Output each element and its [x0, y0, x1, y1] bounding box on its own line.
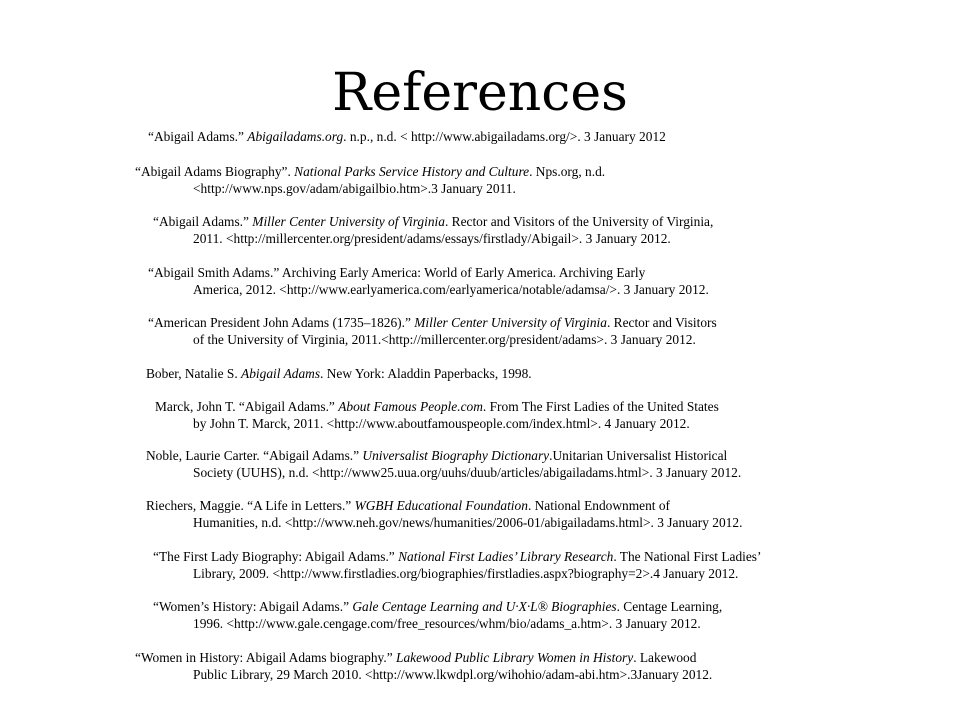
- reference-text: “Women in History: Abigail Adams biography.”: [135, 650, 396, 665]
- reference-entry: [146, 497, 742, 531]
- reference-source-title: Lakewood Public Library Women in History: [396, 650, 634, 665]
- reference-text: “Abigail Adams Biography”.: [135, 164, 295, 179]
- reference-source-title: Gale Centage Learning and U·X·L® Biographies: [352, 599, 617, 614]
- reference-text: . Centage Learning,: [616, 599, 723, 614]
- reference-text: “Abigail Adams.”: [153, 214, 253, 229]
- reference-text: .Unitarian Universalist Historical: [549, 448, 728, 463]
- reference-text: . National Endownment of: [527, 498, 670, 513]
- reference-line-1: [146, 447, 741, 464]
- reference-text: “Women’s History: Abigail Adams.”: [153, 599, 353, 614]
- page-title: References: [332, 63, 628, 123]
- reference-source-title: Universalist Biography Dictionary: [362, 448, 550, 463]
- reference-line-1: “Abigail Smith Adams.” Archiving Early America: World of Early America. Archiving Early: [148, 265, 646, 280]
- reference-line-1: [153, 598, 722, 615]
- reference-entry: [148, 264, 709, 298]
- reference-source-title: Miller Center University of Virginia: [252, 214, 445, 229]
- reference-line-2: <http://www.nps.gov/adam/abigailbio.htm>.3 January 2011.: [193, 181, 516, 196]
- reference-text: . Nps.org, n.d.: [529, 164, 606, 179]
- reference-text: . Rector and Visitors of the University of Virginia,: [444, 214, 714, 229]
- reference-text: . Rector and Visitors: [606, 315, 717, 330]
- reference-line-1: [135, 163, 605, 180]
- reference-text: . The National First Ladies’: [613, 549, 762, 564]
- reference-text: . New York: Aladdin Paperbacks, 1998.: [320, 366, 532, 381]
- reference-source-title: About Famous People.com: [338, 399, 483, 414]
- reference-entry: [155, 398, 719, 432]
- reference-entry: [153, 598, 722, 632]
- reference-line-1: [148, 314, 717, 331]
- reference-source-title: National First Ladies’ Library Research: [398, 549, 614, 564]
- reference-line-2: Humanities, n.d. <http://www.neh.gov/news/humanities/2006-01/abigailadams.html>. 3 January 2012.: [193, 515, 743, 530]
- reference-line-2: Society (UUHS), n.d. <http://www25.uua.org/uuhs/duub/articles/abigailadams.html>. 3 January 2012.: [193, 465, 742, 480]
- reference-line-1: [148, 128, 666, 145]
- reference-line-1: [155, 398, 719, 415]
- reference-entry: [146, 365, 532, 382]
- reference-entry: [148, 314, 717, 348]
- reference-text: “Abigail Adams.”: [148, 129, 248, 144]
- reference-entry: [153, 213, 713, 247]
- reference-source-title: WGBH Educational Foundation: [354, 498, 528, 513]
- reference-line-1: [135, 649, 712, 666]
- reference-line-1: [146, 497, 742, 514]
- reference-source-title: Abigailadams.org: [247, 129, 344, 144]
- reference-text: Noble, Laurie Carter. “Abigail Adams.”: [146, 448, 363, 463]
- reference-entry: [148, 128, 666, 145]
- reference-line-2: by John T. Marck, 2011. <http://www.aboutfamouspeople.com/index.html>. 4 January 2012.: [193, 416, 690, 431]
- reference-line-2: 1996. <http://www.gale.cengage.com/free_resources/whm/bio/adams_a.htm>. 3 January 2012.: [193, 616, 701, 631]
- reference-line-2: America, 2012. <http://www.earlyamerica.com/earlyamerica/notable/adamsa/>. 3 January 2012.: [193, 282, 709, 297]
- reference-text: “American President John Adams (1735–1826).”: [148, 315, 415, 330]
- reference-text: . From The First Ladies of the United States: [482, 399, 719, 414]
- reference-source-title: National Parks Service History and Culture: [294, 164, 530, 179]
- reference-text: Marck, John T. “Abigail Adams.”: [155, 399, 339, 414]
- reference-line-2: Public Library, 29 March 2010. <http://www.lkwdpl.org/wihohio/adam-abi.htm>.3January 2012.: [193, 667, 713, 682]
- reference-line-2: of the University of Virginia, 2011.<http://millercenter.org/president/adams>. 3 January 2012.: [193, 332, 696, 347]
- reference-text: “The First Lady Biography: Abigail Adams.”: [153, 549, 399, 564]
- reference-line-1: [153, 213, 713, 230]
- reference-entry: [146, 447, 741, 481]
- reference-text: Bober, Natalie S.: [146, 366, 242, 381]
- reference-text: Riechers, Maggie. “A Life in Letters.”: [146, 498, 355, 513]
- reference-source-title: Miller Center University of Virginia: [414, 315, 607, 330]
- reference-line-1: [153, 548, 761, 565]
- reference-source-title: Abigail Adams: [241, 366, 321, 381]
- reference-line-2: Library, 2009. <http://www.firstladies.org/biographies/firstladies.aspx?biography=2>.4 January 2012.: [193, 566, 739, 581]
- reference-text: . n.p., n.d. < http://www.abigailadams.org/>. 3 January 2012: [343, 129, 666, 144]
- reference-line-1: [146, 365, 532, 382]
- reference-entry: [135, 649, 712, 683]
- reference-text: . Lakewood: [633, 650, 697, 665]
- reference-line-2: 2011. <http://millercenter.org/president/adams/essays/firstlady/Abigail>. 3 January 2012.: [193, 231, 671, 246]
- reference-entry: [153, 548, 761, 582]
- reference-entry: [135, 163, 605, 197]
